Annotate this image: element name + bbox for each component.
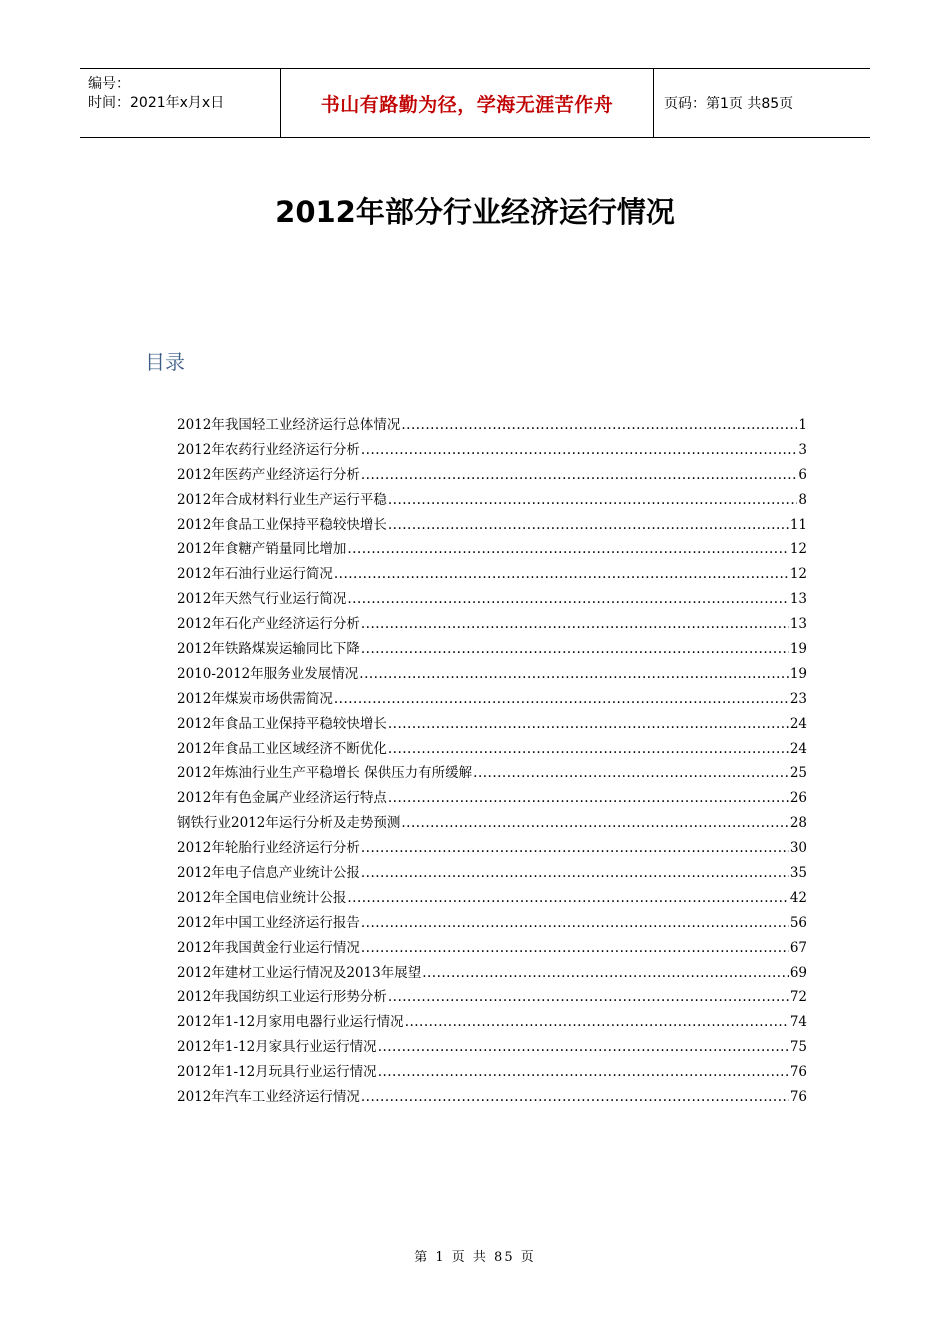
toc-entry-title[interactable]: 2012年1-12月玩具行业运行情况 xyxy=(177,1064,377,1081)
toc-leader-dots xyxy=(361,637,789,662)
toc-entry[interactable] xyxy=(177,488,807,513)
toc-entry[interactable] xyxy=(177,811,807,836)
toc-entry-page[interactable]: 13 xyxy=(789,591,807,608)
toc-leader-dots xyxy=(388,488,798,513)
toc-entry-page[interactable]: 11 xyxy=(789,516,807,533)
toc-entry[interactable] xyxy=(177,886,807,911)
toc-leader-dots xyxy=(388,513,789,538)
toc-entry-page[interactable]: 42 xyxy=(789,889,807,906)
toc-entry[interactable] xyxy=(177,637,807,662)
page-footer: 第 1 页 共 85 页 xyxy=(414,1250,536,1265)
toc-entry-title[interactable]: 2012年我国纺织工业运行形势分析 xyxy=(177,989,387,1006)
toc-entry-title[interactable]: 2012年合成材料行业生产运行平稳 xyxy=(177,491,387,508)
toc-entry-title[interactable]: 2012年石油行业运行简况 xyxy=(177,566,333,583)
toc-entry[interactable] xyxy=(177,562,807,587)
toc-entry[interactable] xyxy=(177,513,807,538)
toc-entry-title[interactable]: 2012年电子信息产业统计公报 xyxy=(177,865,360,882)
toc-entry-title[interactable]: 2012年食品工业区域经济不断优化 xyxy=(177,740,387,757)
toc-entry-title[interactable]: 2012年有色金属产业经济运行特点 xyxy=(177,790,387,807)
toc-leader-dots xyxy=(361,612,789,637)
toc-entry[interactable] xyxy=(177,413,807,438)
toc-leader-dots xyxy=(334,562,789,587)
toc-entry[interactable] xyxy=(177,936,807,961)
toc-leader-dots xyxy=(378,1035,789,1060)
toc-entry-page[interactable]: 76 xyxy=(789,1064,807,1081)
toc-leader-dots xyxy=(347,886,788,911)
toc-entry-title[interactable]: 钢铁行业2012年运行分析及走势预测 xyxy=(177,815,401,832)
header-page-cell xyxy=(654,69,870,137)
motto-text: 书山有路勤为径，学海无涯苦作舟 xyxy=(320,93,614,116)
toc-leader-dots xyxy=(361,463,798,488)
toc-entry-page[interactable]: 56 xyxy=(789,914,807,931)
toc-entry-title[interactable]: 2010-2012年服务业发展情况 xyxy=(177,665,359,682)
toc-entry-title[interactable]: 2012年建材工业运行情况及2013年展望 xyxy=(177,964,422,981)
toc-entry-page[interactable]: 13 xyxy=(789,616,807,633)
toc-entry-title[interactable]: 2012年食糖产销量同比增加 xyxy=(177,541,347,558)
toc-entry-title[interactable]: 2012年炼油行业生产平稳增长 保供压力有所缓解 xyxy=(177,765,473,782)
toc-entry-page[interactable]: 6 xyxy=(798,466,807,483)
toc-entry-page[interactable]: 25 xyxy=(789,765,807,782)
toc-entry-page[interactable]: 76 xyxy=(789,1089,807,1106)
toc-entry-title[interactable]: 2012年食品工业保持平稳较快增长 xyxy=(177,715,387,732)
toc-entry-title[interactable]: 2012年农药行业经济运行分析 xyxy=(177,441,360,458)
toc-leader-dots xyxy=(388,985,789,1010)
toc-entry-page[interactable]: 26 xyxy=(789,790,807,807)
toc-entry[interactable] xyxy=(177,1085,807,1110)
toc-entry-page[interactable]: 72 xyxy=(789,989,807,1006)
toc-leader-dots xyxy=(422,961,789,986)
toc-entry-title[interactable]: 2012年铁路煤炭运输同比下降 xyxy=(177,641,360,658)
toc-entry-page[interactable]: 74 xyxy=(789,1014,807,1031)
toc-entry-page[interactable]: 19 xyxy=(789,665,807,682)
toc-leader-dots xyxy=(388,786,789,811)
toc-entry[interactable] xyxy=(177,587,807,612)
toc-entry-page[interactable]: 75 xyxy=(789,1039,807,1056)
toc-entry[interactable] xyxy=(177,911,807,936)
toc-leader-dots xyxy=(388,712,789,737)
table-of-contents xyxy=(177,413,807,1110)
toc-entry-page[interactable]: 1 xyxy=(798,417,807,433)
toc-leader-dots xyxy=(405,1010,789,1035)
page-info: 页码：第1页 共85页 xyxy=(664,96,794,112)
toc-entry[interactable] xyxy=(177,737,807,762)
toc-leader-dots xyxy=(347,587,788,612)
toc-leader-dots xyxy=(347,537,788,562)
toc-entry-page[interactable]: 69 xyxy=(789,964,807,981)
toc-entry[interactable] xyxy=(177,861,807,886)
toc-entry[interactable] xyxy=(177,786,807,811)
toc-entry-title[interactable]: 2012年全国电信业统计公报 xyxy=(177,889,347,906)
toc-leader-dots xyxy=(359,662,789,687)
toc-leader-dots xyxy=(361,836,789,861)
header-meta-cell xyxy=(80,69,281,137)
toc-entry[interactable] xyxy=(177,537,807,562)
toc-entry[interactable] xyxy=(177,687,807,712)
toc-entry-title[interactable]: 2012年中国工业经济运行报告 xyxy=(177,914,360,931)
toc-entry[interactable] xyxy=(177,1010,807,1035)
toc-entry-title[interactable]: 2012年轮胎行业经济运行分析 xyxy=(177,840,360,857)
toc-leader-dots xyxy=(361,936,789,961)
document-time-label: 时间：2021年x月x日 xyxy=(88,95,225,111)
toc-entry[interactable] xyxy=(177,612,807,637)
toc-leader-dots xyxy=(473,761,789,786)
toc-leader-dots xyxy=(361,438,798,463)
toc-leader-dots xyxy=(388,737,789,762)
toc-entry[interactable] xyxy=(177,761,807,786)
toc-entry-page[interactable]: 67 xyxy=(789,939,807,956)
toc-entry-title[interactable]: 2012年天然气行业运行简况 xyxy=(177,591,347,608)
toc-entry-title[interactable]: 2012年食品工业保持平稳较快增长 xyxy=(177,516,387,533)
toc-leader-dots xyxy=(361,911,789,936)
toc-entry[interactable] xyxy=(177,985,807,1010)
toc-entry-page[interactable]: 3 xyxy=(798,441,807,458)
toc-entry-page[interactable]: 8 xyxy=(798,491,807,508)
toc-entry[interactable] xyxy=(177,1060,807,1085)
toc-entry-page[interactable]: 12 xyxy=(789,566,807,583)
toc-entry-title[interactable]: 2012年汽车工业经济运行情况 xyxy=(177,1089,360,1106)
toc-entry-page[interactable]: 12 xyxy=(789,541,807,558)
toc-entry-page[interactable]: 24 xyxy=(789,715,807,732)
toc-entry-page[interactable]: 23 xyxy=(789,690,807,707)
toc-entry-page[interactable]: 28 xyxy=(789,815,807,832)
toc-entry-page[interactable]: 30 xyxy=(789,840,807,857)
toc-entry[interactable] xyxy=(177,438,807,463)
document-number-label: 编号： xyxy=(88,76,130,92)
document-title: 2012年部分行业经济运行情况 xyxy=(275,195,675,229)
toc-entry-title[interactable]: 2012年1-12月家用电器行业运行情况 xyxy=(177,1014,404,1031)
header-motto-cell xyxy=(281,69,654,137)
header-table xyxy=(80,68,870,138)
toc-leader-dots xyxy=(378,1060,789,1085)
toc-heading: 目录 xyxy=(145,350,185,374)
toc-entry-title[interactable]: 2012年医药产业经济运行分析 xyxy=(177,466,360,483)
toc-entry[interactable] xyxy=(177,836,807,861)
toc-leader-dots xyxy=(334,687,789,712)
toc-entry-page[interactable]: 35 xyxy=(789,865,807,882)
toc-leader-dots xyxy=(401,413,797,438)
toc-entry-title[interactable]: 2012年煤炭市场供需简况 xyxy=(177,690,333,707)
toc-entry-title[interactable]: 2012年我国黄金行业运行情况 xyxy=(177,939,360,956)
toc-entry[interactable] xyxy=(177,463,807,488)
toc-entry[interactable] xyxy=(177,712,807,737)
toc-entry-title[interactable]: 2012年我国轻工业经济运行总体情况 xyxy=(177,417,401,433)
toc-entry-title[interactable]: 2012年1-12月家具行业运行情况 xyxy=(177,1039,377,1056)
toc-leader-dots xyxy=(401,811,788,836)
toc-leader-dots xyxy=(361,861,789,886)
toc-entry[interactable] xyxy=(177,1035,807,1060)
toc-entry-title[interactable]: 2012年石化产业经济运行分析 xyxy=(177,616,360,633)
toc-entry-page[interactable]: 24 xyxy=(789,740,807,757)
toc-leader-dots xyxy=(361,1085,789,1110)
toc-entry[interactable] xyxy=(177,662,807,687)
toc-entry-page[interactable]: 19 xyxy=(789,641,807,658)
toc-entry[interactable] xyxy=(177,961,807,986)
